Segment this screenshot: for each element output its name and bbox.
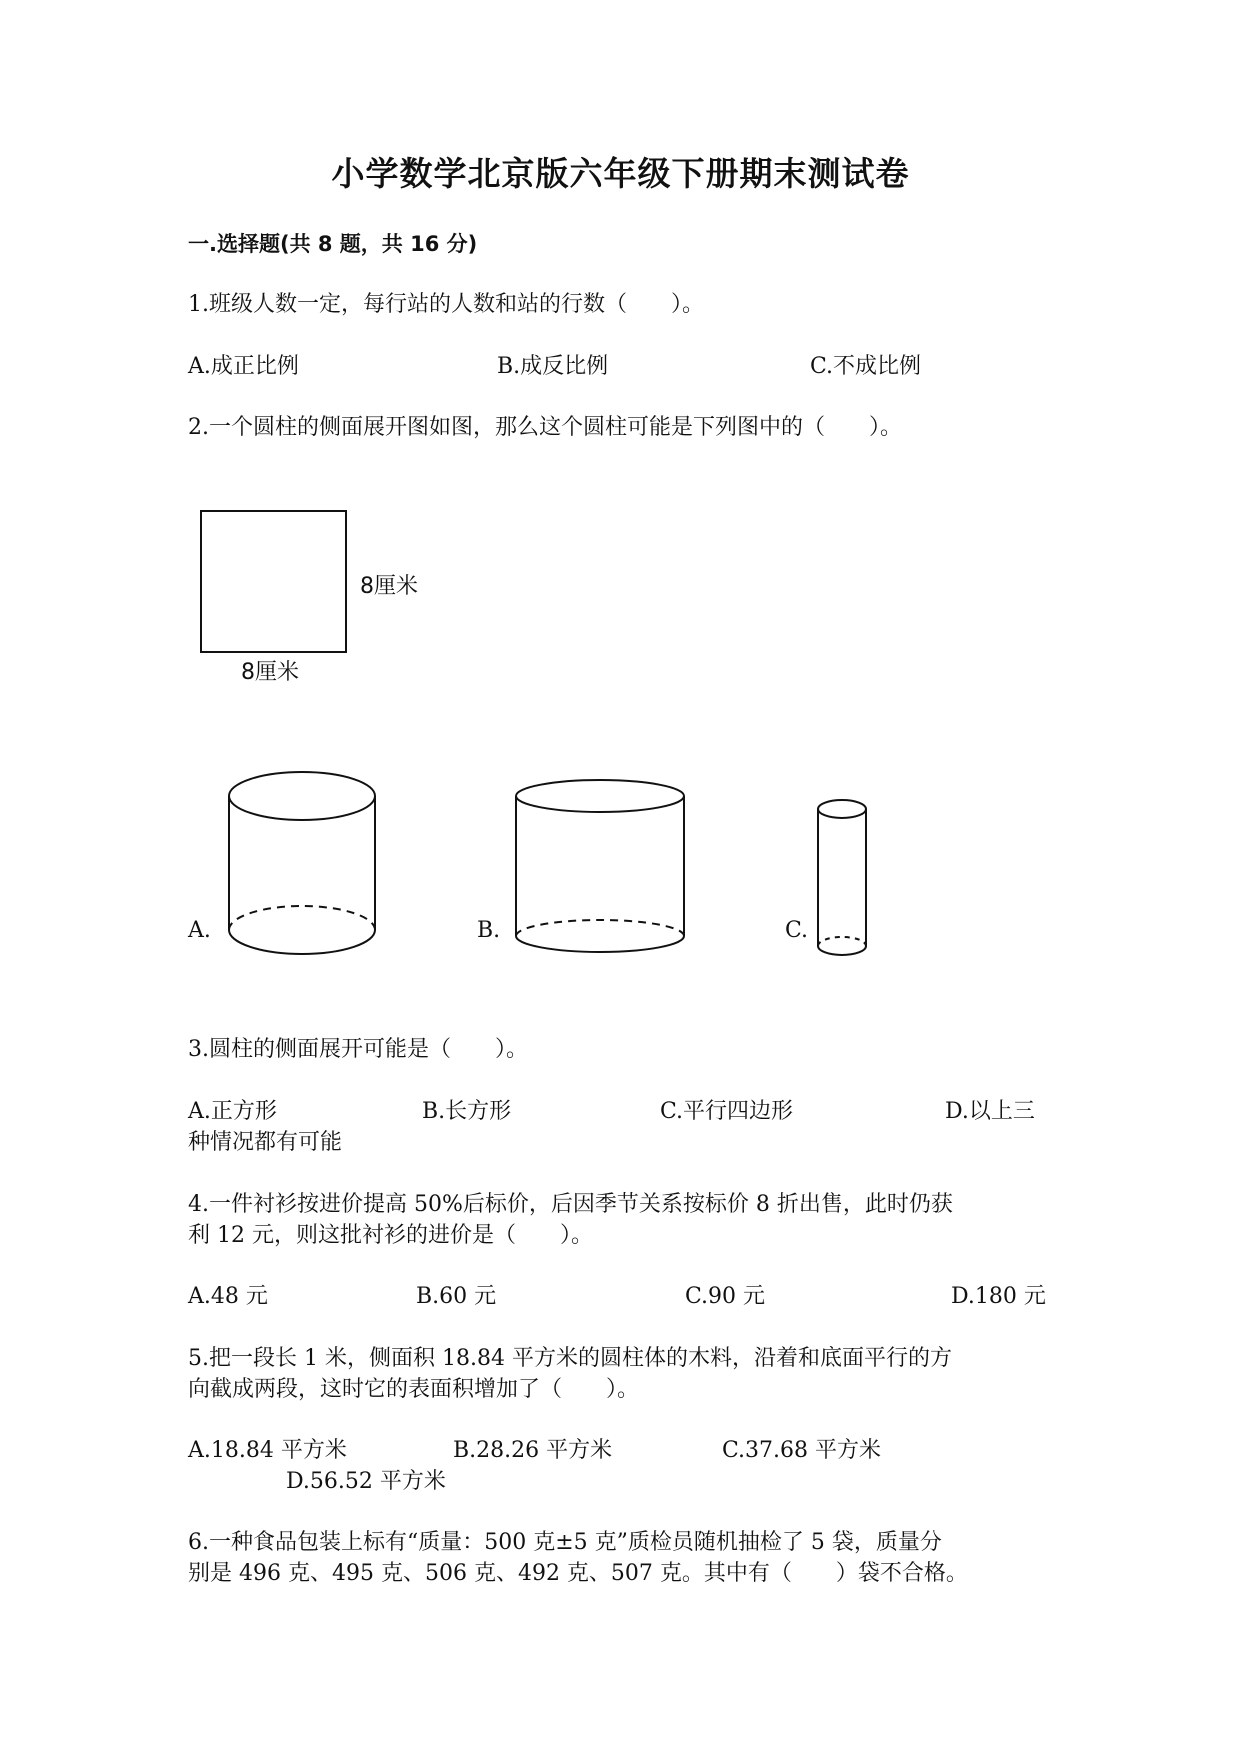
- q2-option-a: A.: [188, 918, 211, 943]
- q5-option-b: B.28.26 平方米: [453, 1438, 613, 1463]
- question-5-stem-line1: 5.把一段长 1 米，侧面积 18.84 平方米的圆柱体的木料，沿着和底面平行的方: [188, 1346, 952, 1371]
- question-4-stem-line2: 利 12 元，则这批衬衫的进价是（ ）。: [188, 1223, 593, 1248]
- question-1-stem: 1.班级人数一定，每行站的人数和站的行数（ ）。: [188, 292, 704, 317]
- section-heading: 一.选择题(共 8 题，共 16 分): [188, 232, 478, 256]
- q4-option-c: C.90 元: [685, 1284, 766, 1309]
- page-title: 小学数学北京版六年级下册期末测试卷: [331, 154, 910, 193]
- q4-option-d: D.180 元: [951, 1284, 1046, 1309]
- q2-option-b: B.: [477, 918, 501, 943]
- square-height-label: 8厘米: [360, 574, 418, 599]
- q1-option-a: A.成正比例: [188, 354, 299, 379]
- q3-option-d: D.以上三: [945, 1099, 1035, 1124]
- question-6-stem-line2: 别是 496 克、495 克、506 克、492 克、507 克。其中有（ ）袋不合格。: [188, 1561, 968, 1586]
- net-square-figure: [200, 510, 350, 655]
- q1-option-c: C.不成比例: [810, 354, 922, 379]
- q4-option-a: A.48 元: [188, 1284, 268, 1309]
- question-4-stem-line1: 4.一件衬衫按进价提高 50%后标价，后因季节关系按标价 8 折出售，此时仍获: [188, 1192, 953, 1217]
- q5-option-a: A.18.84 平方米: [188, 1438, 347, 1463]
- cylinder-b-figure: [514, 778, 690, 958]
- q4-option-b: B.60 元: [416, 1284, 497, 1309]
- cylinder-a-figure: [227, 770, 379, 960]
- square-width-label: 8厘米: [241, 660, 299, 685]
- question-2-stem: 2.一个圆柱的侧面展开图如图，那么这个圆柱可能是下列图中的（ ）。: [188, 415, 902, 440]
- question-5-stem-line2: 向截成两段，这时它的表面积增加了（ ）。: [188, 1377, 640, 1402]
- q3-option-c: C.平行四边形: [660, 1099, 794, 1124]
- q5-option-d: D.56.52 平方米: [286, 1469, 446, 1494]
- question-6-stem-line1: 6.一种食品包装上标有“质量：500 克±5 克”质检员随机抽检了 5 袋，质量分: [188, 1530, 942, 1555]
- q3-option-d-wrap: 种情况都有可能: [188, 1130, 343, 1155]
- q1-option-b: B.成反比例: [497, 354, 609, 379]
- cylinder-c-figure: [816, 798, 872, 963]
- q2-option-c: C.: [785, 918, 809, 943]
- q3-option-b: B.长方形: [422, 1099, 512, 1124]
- q3-option-a: A.正方形: [188, 1099, 277, 1124]
- q5-option-c: C.37.68 平方米: [722, 1438, 882, 1463]
- question-3-stem: 3.圆柱的侧面展开可能是（ ）。: [188, 1037, 528, 1062]
